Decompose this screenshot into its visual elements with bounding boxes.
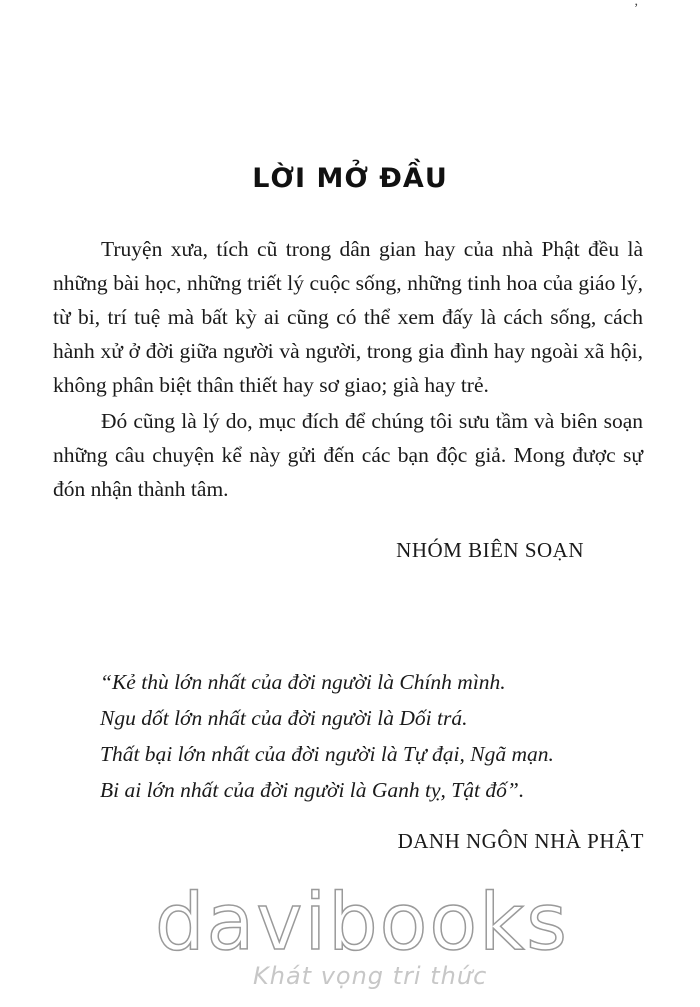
editor-signature: NHÓM BIÊN SOẠN [396, 538, 584, 562]
brand-watermark: davibooks [155, 878, 569, 968]
quote-source: DANH NGÔN NHÀ PHẬT [397, 829, 644, 853]
quote-line: Ngu dốt lớn nhất của đời người là Dối trá. [100, 706, 468, 730]
intro-paragraph-2: Đó cũng là lý do, mục đích để chúng tôi sưu tầm và biên soạn những câu chuyện kể này gửi đến các bạn độc giả. Mong được sự đón nhận thành tâm. [53, 409, 643, 501]
intro-paragraph-1: Truyện xưa, tích cũ trong dân gian hay của nhà Phật đều là những bài học, những triết lý cuộc sống, những tinh hoa của giáo lý, từ bi, trí tuệ mà bất kỳ ai cũng có thể xem đấy là cách sống, cách hành xử ở đời giữa người và người, trong gia đình hay ngoài xã hội, không phân biệt thân thiết hay sơ giao; già hay trẻ. [53, 237, 643, 397]
brand-tagline: Khát vọng tri thức [253, 962, 488, 990]
quote-line: Thất bại lớn nhất của đời người là Tự đại, Ngã mạn. [100, 742, 554, 766]
page-corner-mark: , [634, 0, 638, 9]
page-title: LỜI MỞ ĐẦU [252, 163, 448, 194]
intro-text [53, 232, 643, 508]
buddhist-quote [100, 664, 660, 808]
quote-line: Bi ai lớn nhất của đời người là Ganh tỵ, Tật đố”. [100, 778, 525, 802]
quote-line: “Kẻ thù lớn nhất của đời người là Chính mình. [100, 670, 506, 694]
